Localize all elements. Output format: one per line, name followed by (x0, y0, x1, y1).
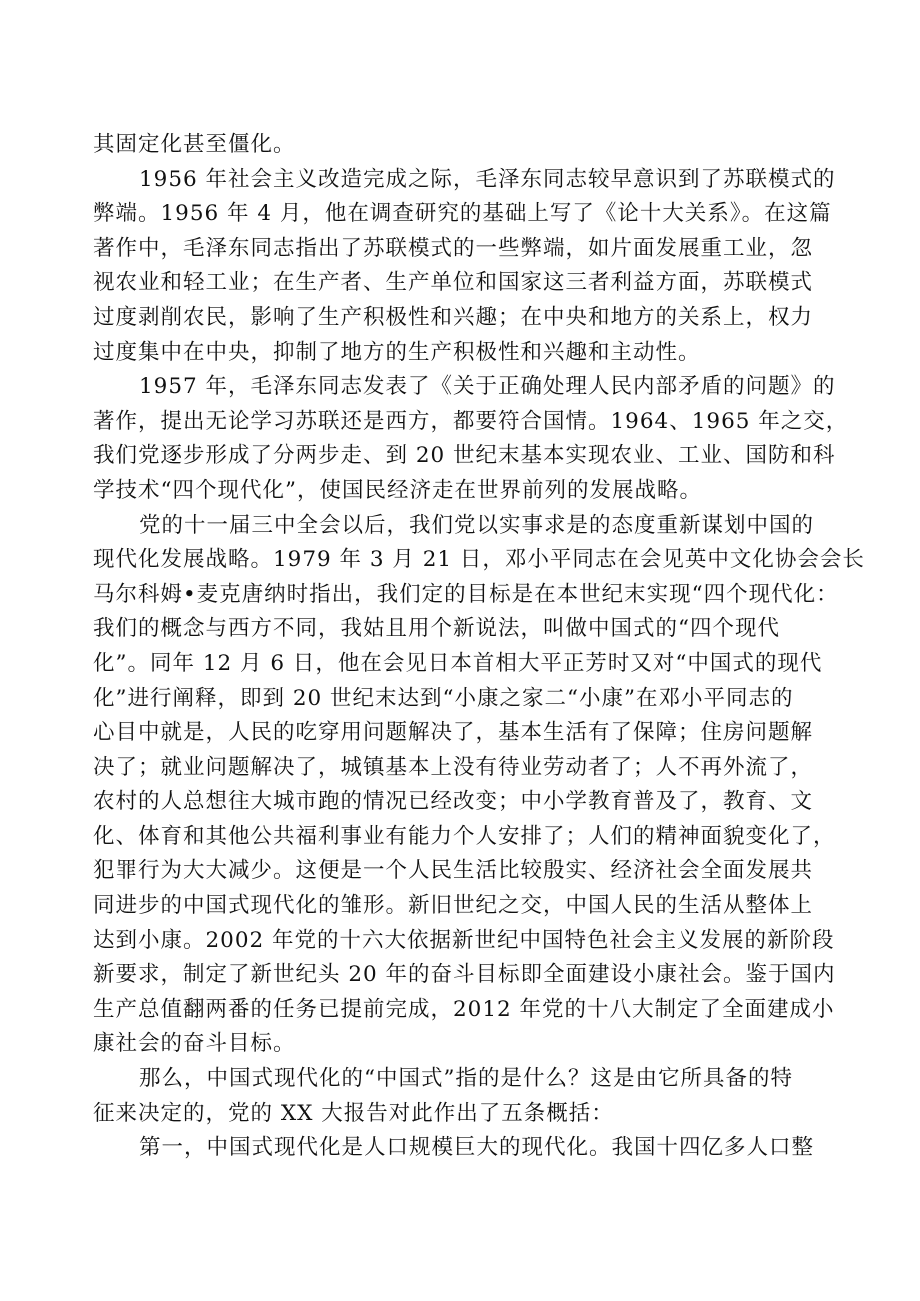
text-line: 弊端。1956 年 4 月，他在调查研究的基础上写了《论十大关系》。在这篇 (93, 201, 832, 227)
text-line: 征来决定的，党的 XX 大报告对此作出了五条概括： (93, 1100, 614, 1126)
text-line: 著作中，毛泽东同志指出了苏联模式的一些弊端，如片面发展重工业，忽 (93, 235, 814, 261)
text-line: 其固定化甚至僵化。 (93, 132, 296, 157)
text-line: 现代化发展战略。1979 年 3 月 21 日，邓小平同志在会见英中文化协会会长 (93, 547, 865, 573)
text-line: 那么，中国式现代化的“中国式”指的是什么？这是由它所具备的特 (139, 1066, 793, 1092)
text-line: 党的十一届三中全会以后，我们党以实事求是的态度重新谋划中国的 (139, 512, 815, 538)
text-line: 著作，提出无论学习苏联还是西方，都要符合国情。1964、1965 年之交， (93, 408, 849, 434)
text-line: 1957 年，毛泽东同志发表了《关于正确处理人民内部矛盾的问题》的 (139, 374, 836, 400)
text-line: 化、体育和其他公共福利事业有能力个人安排了；人们的精神面貌变化了， (93, 823, 836, 849)
text-line: 生产总值翻两番的任务已提前完成，2012 年党的十八大制定了全面建成小 (93, 996, 835, 1022)
text-line: 过度剥削农民，影响了生产积极性和兴趣；在中央和地方的关系上，权力 (93, 304, 814, 330)
text-line: 过度集中在中央，抑制了地方的生产积极性和兴趣和主动性。 (93, 339, 701, 365)
text-line: 学技术“四个现代化”，使国民经济走在世界前列的发展战略。 (93, 477, 702, 503)
text-line: 达到小康。2002 年党的十六大依据新世纪中国特色社会主义发展的新阶段 (93, 927, 835, 953)
text-line: 1956 年社会主义改造完成之际，毛泽东同志较早意识到了苏联模式的 (139, 166, 836, 192)
text-line: 同进步的中国式现代化的雏形。新旧世纪之交，中国人民的生活从整体上 (93, 893, 814, 919)
text-line: 马尔科姆•麦克唐纳时指出，我们定的目标是在本世纪末实现“四个现代化： (93, 581, 839, 607)
text-line: 第一，中国式现代化是人口规模巨大的现代化。我国十四亿多人口整 (139, 1135, 815, 1161)
text-line: 决了；就业问题解决了，城镇基本上没有待业劳动者了；人不再外流了， (93, 754, 814, 780)
body-text (93, 128, 865, 1166)
text-line: 化”进行阐释，即到 20 世纪末达到“小康之家二“小康”在邓小平同志的 (93, 685, 794, 711)
text-line: 我们的概念与西方不同，我姑且用个新说法，叫做中国式的“四个现代 (93, 616, 780, 642)
text-line: 犯罪行为大大减少。这便是一个人民生活比较殷实、经济社会全面发展共 (93, 858, 814, 884)
text-line: 康社会的奋斗目标。 (93, 1031, 296, 1057)
text-line: 农村的人总想往大城市跑的情况已经改变；中小学教育普及了，教育、文 (93, 789, 814, 815)
text-line: 视农业和轻工业；在生产者、生产单位和国家这三者利益方面，苏联模式 (93, 270, 814, 296)
text-line: 我们党逐步形成了分两步走、到 20 世纪末基本实现农业、工业、国防和科 (93, 443, 836, 469)
text-line: 新要求，制定了新世纪头 20 年的奋斗目标即全面建设小康社会。鉴于国内 (93, 962, 836, 988)
text-line: 心目中就是，人民的吃穿用问题解决了，基本生活有了保障；住房问题解 (93, 720, 814, 746)
text-line: 化”。同年 12 月 6 日，他在会见日本首相大平正芳时又对“中国式的现代 (93, 650, 823, 676)
